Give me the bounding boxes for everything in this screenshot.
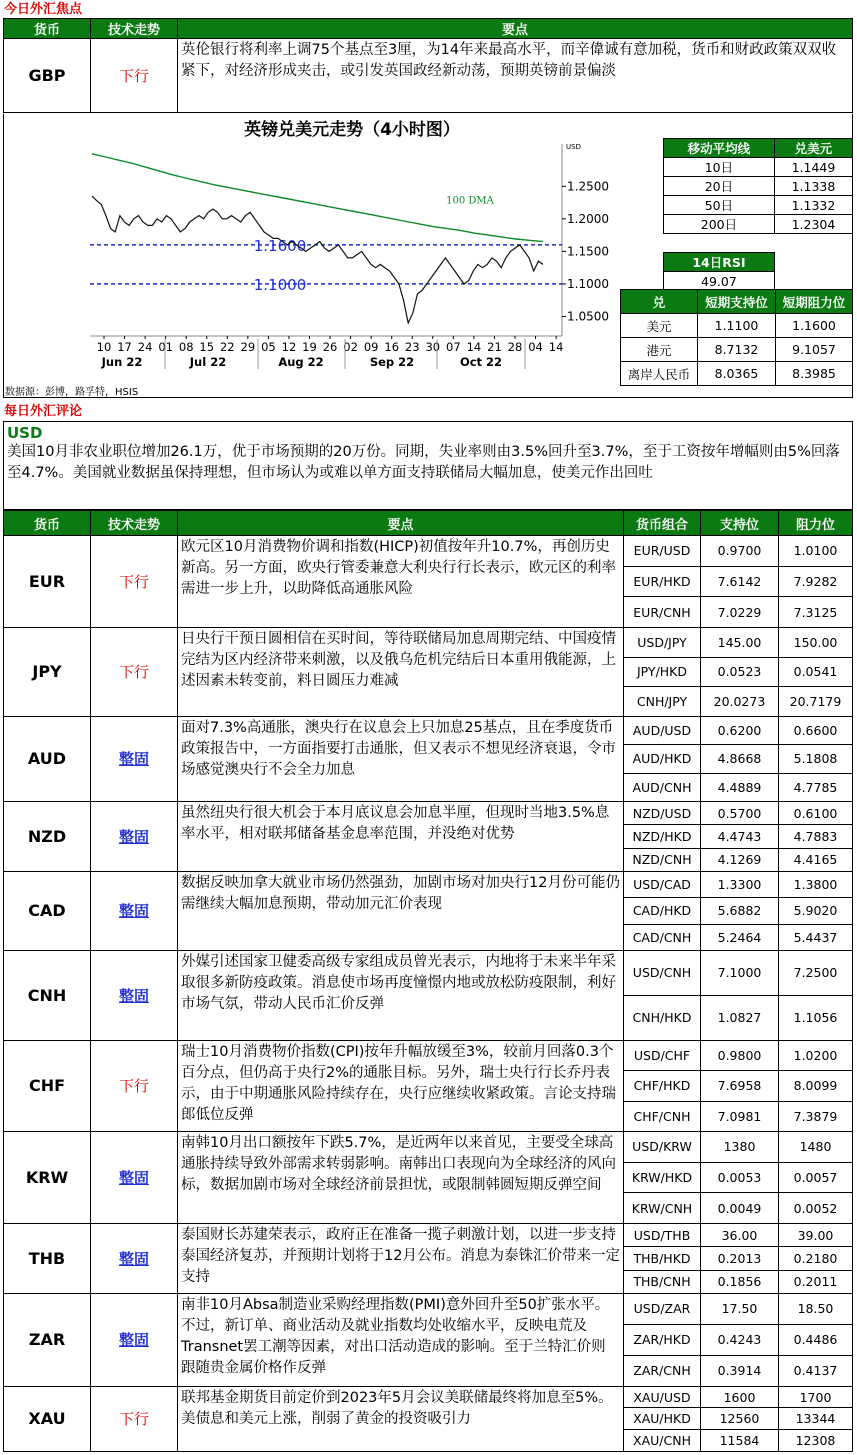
pair-cell: ZAR/CNH bbox=[624, 1355, 701, 1386]
currency-cell: ZAR bbox=[4, 1293, 91, 1386]
table-row bbox=[4, 1223, 853, 1246]
header-support: 支持位 bbox=[701, 511, 779, 536]
pair-cell: CHF/HKD bbox=[624, 1071, 701, 1101]
gbp-usd-chart bbox=[0, 114, 620, 384]
y-tick-label: 1.0500 bbox=[567, 309, 609, 324]
table-row bbox=[4, 871, 853, 897]
ma-row-label: 50日 bbox=[664, 196, 775, 215]
trend-cell: 下行 bbox=[91, 627, 178, 716]
header-trend: 技术走势 bbox=[91, 19, 178, 39]
resistance-cell: 12308 bbox=[779, 1430, 853, 1452]
ma-row-value: 1.2304 bbox=[774, 215, 852, 234]
resistance-cell: 0.0057 bbox=[779, 1162, 853, 1193]
points-cell: 联邦基金期货目前定价到2023年5月会议美联储最终将加息至5%。美债息和美元上涨，削弱了黄金的投资吸引力 bbox=[178, 1386, 624, 1451]
ma-row-label: 200日 bbox=[664, 215, 775, 234]
currency-cell: EUR bbox=[4, 536, 91, 628]
ma-row-label: 20日 bbox=[664, 177, 775, 196]
points-cell: 瑞士10月消费物价指数(CPI)按年升幅放缓至3%，较前月回落0.3个百分点，但仍高于央行2%的通胀目标。另外，瑞士央行行长乔丹表示，由于中期通胀风险持续存在，央行应继续收紧政策。言论支持瑞郎低位反弹 bbox=[178, 1040, 624, 1131]
resistance-cell: 0.6100 bbox=[779, 801, 853, 824]
resistance-cell: 1480 bbox=[779, 1131, 853, 1162]
table-row bbox=[4, 950, 853, 995]
ref-line-label: 1.1600 bbox=[253, 236, 307, 255]
pair-cell: JPY/HKD bbox=[624, 657, 701, 687]
data-source: 数据源：彭博，路孚特，HSIS bbox=[5, 387, 139, 398]
fx-commentary-table bbox=[3, 510, 853, 1452]
ma-header-label: 移动平均线 bbox=[664, 139, 775, 158]
resistance-cell: 0.4486 bbox=[779, 1324, 853, 1355]
resistance-cell: 1.0100 bbox=[779, 536, 853, 567]
points-cell: 南韩10月出口额按年下跌5.7%，是近两年以来首见，主要受全球高通胀持续导致外部需求转弱影响。南韩出口表现向为全球经济的风向标，数据加剧市场对全球经济前景担忧，或限制韩圆短期反弹空间 bbox=[178, 1131, 624, 1223]
support-cell: 0.0053 bbox=[701, 1162, 779, 1193]
sr-row-support: 8.0365 bbox=[698, 362, 776, 386]
trend-cell[interactable]: 整固 bbox=[91, 716, 178, 801]
resistance-cell: 4.7883 bbox=[779, 825, 853, 848]
section-title-commentary: 每日外汇评论 bbox=[4, 404, 83, 419]
points-cell: 数据反映加拿大就业市场仍然强劲，加剧市场对加央行12月份可能仍需继续大幅加息预期，带动加元汇价表现 bbox=[178, 871, 624, 950]
gbp-currency: GBP bbox=[4, 39, 91, 113]
resistance-cell: 7.9282 bbox=[779, 566, 853, 597]
header-points: 要点 bbox=[178, 19, 853, 39]
resistance-cell: 0.2180 bbox=[779, 1247, 853, 1270]
y-tick-label: 1.2000 bbox=[567, 211, 609, 226]
x-tick-label: 22 bbox=[219, 340, 235, 354]
usd-commentary bbox=[3, 421, 853, 510]
resistance-cell: 1.3800 bbox=[779, 871, 853, 897]
pair-cell: XAU/HKD bbox=[624, 1408, 701, 1430]
resistance-cell: 1700 bbox=[779, 1386, 853, 1408]
pair-cell: AUD/CNH bbox=[624, 773, 701, 801]
pair-cell: USD/KRW bbox=[624, 1131, 701, 1162]
x-tick-label: 05 bbox=[261, 340, 276, 354]
trend-cell: 下行 bbox=[91, 1040, 178, 1131]
ma-table bbox=[663, 138, 853, 291]
trend-cell[interactable]: 整固 bbox=[91, 1293, 178, 1386]
sr-row-resistance: 9.1057 bbox=[776, 338, 853, 362]
ma-row-value: 1.1449 bbox=[774, 158, 852, 177]
rsi-value: 49.07 bbox=[664, 272, 775, 291]
resistance-cell: 150.00 bbox=[779, 627, 853, 657]
resistance-cell: 1.0200 bbox=[779, 1040, 853, 1070]
pair-cell: CNH/JPY bbox=[624, 687, 701, 717]
support-cell: 0.2013 bbox=[701, 1247, 779, 1270]
currency-cell: AUD bbox=[4, 716, 91, 801]
sr-header-vs: 兑 bbox=[621, 290, 698, 314]
pair-cell: USD/ZAR bbox=[624, 1293, 701, 1324]
resistance-cell: 0.2011 bbox=[779, 1270, 853, 1293]
ma-row-label: 10日 bbox=[664, 158, 775, 177]
currency-cell: KRW bbox=[4, 1131, 91, 1223]
x-tick-label: 14 bbox=[548, 340, 564, 354]
pair-cell: USD/JPY bbox=[624, 627, 701, 657]
support-cell: 0.0523 bbox=[701, 657, 779, 687]
currency-cell: NZD bbox=[4, 801, 91, 871]
support-cell: 0.9800 bbox=[701, 1040, 779, 1070]
currency-cell: CNH bbox=[4, 950, 91, 1040]
support-cell: 7.0981 bbox=[701, 1101, 779, 1131]
pair-cell: NZD/CNH bbox=[624, 848, 701, 871]
trend-cell[interactable]: 整固 bbox=[91, 1223, 178, 1293]
trend-cell[interactable]: 整固 bbox=[91, 950, 178, 1040]
sr-header-resistance: 短期阻力位 bbox=[776, 290, 853, 314]
pair-cell: CHF/CNH bbox=[624, 1101, 701, 1131]
resistance-cell: 7.3125 bbox=[779, 597, 853, 628]
support-cell: 4.8668 bbox=[701, 745, 779, 773]
trend-cell[interactable]: 整固 bbox=[91, 1131, 178, 1223]
x-month-label: Sep 22 bbox=[369, 355, 415, 369]
pair-cell: CNH/HKD bbox=[624, 995, 701, 1040]
x-tick-label: 19 bbox=[302, 340, 317, 354]
x-tick-label: 09 bbox=[363, 340, 379, 354]
x-month-label: Oct 22 bbox=[459, 355, 503, 369]
support-cell: 1380 bbox=[701, 1131, 779, 1162]
chart-unit-label: USD bbox=[566, 143, 581, 151]
sr-row-support: 1.1100 bbox=[698, 314, 776, 338]
resistance-cell: 7.2500 bbox=[779, 950, 853, 995]
header-currency: 货币 bbox=[4, 19, 91, 39]
gbp-trend: 下行 bbox=[91, 39, 178, 113]
section-title-focus: 今日外汇焦点 bbox=[4, 2, 83, 17]
x-tick-label: 12 bbox=[281, 340, 297, 354]
table-row bbox=[4, 1386, 853, 1408]
resistance-cell: 0.0541 bbox=[779, 657, 853, 687]
sr-row-resistance: 1.1600 bbox=[776, 314, 853, 338]
x-tick-label: 28 bbox=[507, 340, 523, 354]
x-tick-label: 23 bbox=[404, 340, 420, 354]
trend-cell: 下行 bbox=[91, 536, 178, 628]
pair-cell: USD/CNH bbox=[624, 950, 701, 995]
x-tick-label: 08 bbox=[178, 340, 194, 354]
resistance-cell: 7.3879 bbox=[779, 1101, 853, 1131]
pair-cell: AUD/HKD bbox=[624, 745, 701, 773]
pair-cell: AUD/USD bbox=[624, 716, 701, 744]
support-cell: 4.4743 bbox=[701, 825, 779, 848]
table-row bbox=[4, 716, 853, 744]
resistance-cell: 39.00 bbox=[779, 1223, 853, 1246]
table-row bbox=[4, 536, 853, 567]
support-cell: 36.00 bbox=[701, 1223, 779, 1246]
trend-cell[interactable]: 整固 bbox=[91, 871, 178, 950]
x-tick-label: 24 bbox=[137, 340, 153, 354]
header-points: 要点 bbox=[178, 511, 624, 536]
pair-cell: EUR/CNH bbox=[624, 597, 701, 628]
points-cell: 南非10月Absa制造业采购经理指数(PMI)意外回升至50扩张水平。不过，新订单、商业活动及就业指数均处收缩水平，反映电荒及Transnet罢工潮等因素，对出口活动造成的影响。至于兰特汇价则跟随贵金属价格作反弹 bbox=[178, 1293, 624, 1386]
x-month-label: Jun 22 bbox=[101, 355, 143, 369]
pair-cell: USD/THB bbox=[624, 1223, 701, 1246]
resistance-cell: 20.7179 bbox=[779, 687, 853, 717]
chart-title: 英镑兑美元走势（4小时图） bbox=[244, 120, 460, 140]
gbp-text: 英伦银行将利率上调75个基点至3厘，为14年来最高水平，而辛偉诚有意加税，货币和财政政策双双收紧下，对经济形成夹击，或引发英国政经新动荡，预期英镑前景偏淡 bbox=[178, 39, 853, 113]
support-cell: 0.4243 bbox=[701, 1324, 779, 1355]
resistance-cell: 5.4437 bbox=[779, 924, 853, 950]
sr-row-currency: 离岸人民币 bbox=[621, 362, 698, 386]
sr-row-currency: 美元 bbox=[621, 314, 698, 338]
support-resistance-table bbox=[620, 289, 853, 386]
resistance-cell: 4.7785 bbox=[779, 773, 853, 801]
support-cell: 7.6958 bbox=[701, 1071, 779, 1101]
support-cell: 5.6882 bbox=[701, 898, 779, 924]
currency-cell: XAU bbox=[4, 1386, 91, 1451]
resistance-cell: 8.0099 bbox=[779, 1071, 853, 1101]
resistance-cell: 1.1056 bbox=[779, 995, 853, 1040]
header-resistance: 阻力位 bbox=[779, 511, 853, 536]
support-cell: 1.3300 bbox=[701, 871, 779, 897]
currency-cell: THB bbox=[4, 1223, 91, 1293]
pair-cell: THB/HKD bbox=[624, 1247, 701, 1270]
y-tick-label: 1.1500 bbox=[567, 244, 609, 259]
pair-cell: KRW/HKD bbox=[624, 1162, 701, 1193]
support-cell: 20.0273 bbox=[701, 687, 779, 717]
pair-cell: USD/CAD bbox=[624, 871, 701, 897]
resistance-cell: 0.6600 bbox=[779, 716, 853, 744]
support-cell: 11584 bbox=[701, 1430, 779, 1452]
resistance-cell: 13344 bbox=[779, 1408, 853, 1430]
resistance-cell: 5.9020 bbox=[779, 898, 853, 924]
support-cell: 5.2464 bbox=[701, 924, 779, 950]
header-currency: 货币 bbox=[4, 511, 91, 536]
x-month-label: Aug 22 bbox=[278, 355, 324, 369]
points-cell: 外媒引述国家卫健委高级专家组成员曾光表示，内地将于未来半年采取很多新防疫政策。消息使市场再度憧憬内地或放松防疫限制，利好市场气氛，带动人民币汇价反弹 bbox=[178, 950, 624, 1040]
support-cell: 17.50 bbox=[701, 1293, 779, 1324]
pair-cell: KRW/CNH bbox=[624, 1193, 701, 1224]
support-cell: 7.0229 bbox=[701, 597, 779, 628]
ma-header-value: 兑美元 bbox=[774, 139, 852, 158]
table-row bbox=[4, 801, 853, 824]
usd-label: USD bbox=[7, 424, 43, 442]
pair-cell: CAD/HKD bbox=[624, 898, 701, 924]
currency-cell: CHF bbox=[4, 1040, 91, 1131]
ma-row-value: 1.1332 bbox=[774, 196, 852, 215]
ma-label: 100 DMA bbox=[446, 195, 494, 207]
x-tick-label: 30 bbox=[425, 340, 441, 354]
resistance-cell: 18.50 bbox=[779, 1293, 853, 1324]
x-tick-label: 14 bbox=[466, 340, 482, 354]
support-cell: 1600 bbox=[701, 1386, 779, 1408]
gbp-table bbox=[3, 18, 853, 113]
x-tick-label: 15 bbox=[199, 340, 215, 354]
points-cell: 欧元区10月消费物价调和指数(HICP)初值按年升10.7%，再创历史新高。另一方面，欧央行管委兼意大利央行行长表示，欧元区的利率需进一步上升，以助降低高通胀风险 bbox=[178, 536, 624, 628]
x-tick-label: 10 bbox=[96, 340, 112, 354]
table-row bbox=[4, 1293, 853, 1324]
currency-cell: CAD bbox=[4, 871, 91, 950]
support-cell: 7.1000 bbox=[701, 950, 779, 995]
rsi-label: 14日RSI bbox=[664, 253, 775, 272]
y-tick-label: 1.1000 bbox=[567, 276, 609, 291]
pair-cell: CAD/CNH bbox=[624, 924, 701, 950]
support-cell: 145.00 bbox=[701, 627, 779, 657]
x-tick-label: 21 bbox=[487, 340, 502, 354]
pair-cell: EUR/HKD bbox=[624, 566, 701, 597]
usd-text: 美国10月非农业职位增加26.1万，优于市场预期的20万份。同期，失业率则由3.5%回升至3.7%，至于工资按年增幅则由5%回落至4.7%。美国就业数据虽保持理想，但市场认为或难以单方面支持联储局大幅加息，使美元作出回吐 bbox=[7, 444, 840, 481]
resistance-cell: 0.0052 bbox=[779, 1193, 853, 1224]
support-cell: 1.0827 bbox=[701, 995, 779, 1040]
sr-row-currency: 港元 bbox=[621, 338, 698, 362]
support-cell: 0.0049 bbox=[701, 1193, 779, 1224]
x-tick-label: 29 bbox=[240, 340, 256, 354]
y-tick-label: 1.2500 bbox=[567, 179, 609, 194]
pair-cell: NZD/USD bbox=[624, 801, 701, 824]
support-cell: 0.3914 bbox=[701, 1355, 779, 1386]
header-pair: 货币组合 bbox=[624, 511, 701, 536]
table-row bbox=[4, 627, 853, 657]
resistance-cell: 4.4165 bbox=[779, 848, 853, 871]
support-cell: 4.4889 bbox=[701, 773, 779, 801]
sr-row-resistance: 8.3985 bbox=[776, 362, 853, 386]
x-tick-label: 07 bbox=[446, 340, 461, 354]
trend-cell[interactable]: 整固 bbox=[91, 801, 178, 871]
x-tick-label: 16 bbox=[384, 340, 400, 354]
sr-header-support: 短期支持位 bbox=[698, 290, 776, 314]
support-cell: 0.9700 bbox=[701, 536, 779, 567]
x-month-label: Jul 22 bbox=[189, 355, 227, 369]
points-cell: 泰国财长苏建荣表示，政府正在准备一揽子刺激计划，以进一步支持泰国经济复苏，并预期计划将于12月公布。消息为泰铢汇价带来一定支持 bbox=[178, 1223, 624, 1293]
x-tick-label: 26 bbox=[322, 340, 338, 354]
pair-cell: EUR/USD bbox=[624, 536, 701, 567]
points-cell: 面对7.3%高通胀，澳央行在议息会上只加息25基点，且在季度货币政策报告中，一方面指要打击通胀，但又表示不想见经济衰退，令市场感觉澳央行不会全力加息 bbox=[178, 716, 624, 801]
support-cell: 0.6200 bbox=[701, 716, 779, 744]
pair-cell: THB/CNH bbox=[624, 1270, 701, 1293]
price-series-line bbox=[92, 196, 543, 323]
trend-cell: 下行 bbox=[91, 1386, 178, 1451]
pair-cell: NZD/HKD bbox=[624, 825, 701, 848]
sr-row-support: 8.7132 bbox=[698, 338, 776, 362]
x-tick-label: 02 bbox=[343, 340, 358, 354]
support-cell: 12560 bbox=[701, 1408, 779, 1430]
points-cell: 虽然纽央行很大机会于本月底议息会加息半厘，但现时当地3.5%息率水平，相对联邦储备基金息率范围，并没绝对优势 bbox=[178, 801, 624, 871]
pair-cell: XAU/CNH bbox=[624, 1430, 701, 1452]
currency-cell: JPY bbox=[4, 627, 91, 716]
pair-cell: XAU/USD bbox=[624, 1386, 701, 1408]
x-tick-label: 17 bbox=[117, 340, 132, 354]
x-tick-label: 04 bbox=[528, 340, 543, 354]
table-row bbox=[4, 1131, 853, 1162]
support-cell: 4.1269 bbox=[701, 848, 779, 871]
header-trend: 技术走势 bbox=[91, 511, 178, 536]
table-row bbox=[4, 1040, 853, 1070]
ma-row-value: 1.1338 bbox=[774, 177, 852, 196]
x-tick-label: 01 bbox=[158, 340, 173, 354]
pair-cell: USD/CHF bbox=[624, 1040, 701, 1070]
points-cell: 日央行干预日圆相信在买时间，等待联储局加息周期完结、中国疫情完结为区内经济带来刺激，以及俄乌危机完结后日本重用俄能源，上述因素未转变前，料日圆压力难减 bbox=[178, 627, 624, 716]
ref-line-label: 1.1000 bbox=[253, 275, 307, 294]
support-cell: 7.6142 bbox=[701, 566, 779, 597]
support-cell: 0.1856 bbox=[701, 1270, 779, 1293]
support-cell: 0.5700 bbox=[701, 801, 779, 824]
pair-cell: ZAR/HKD bbox=[624, 1324, 701, 1355]
resistance-cell: 0.4137 bbox=[779, 1355, 853, 1386]
resistance-cell: 5.1808 bbox=[779, 745, 853, 773]
